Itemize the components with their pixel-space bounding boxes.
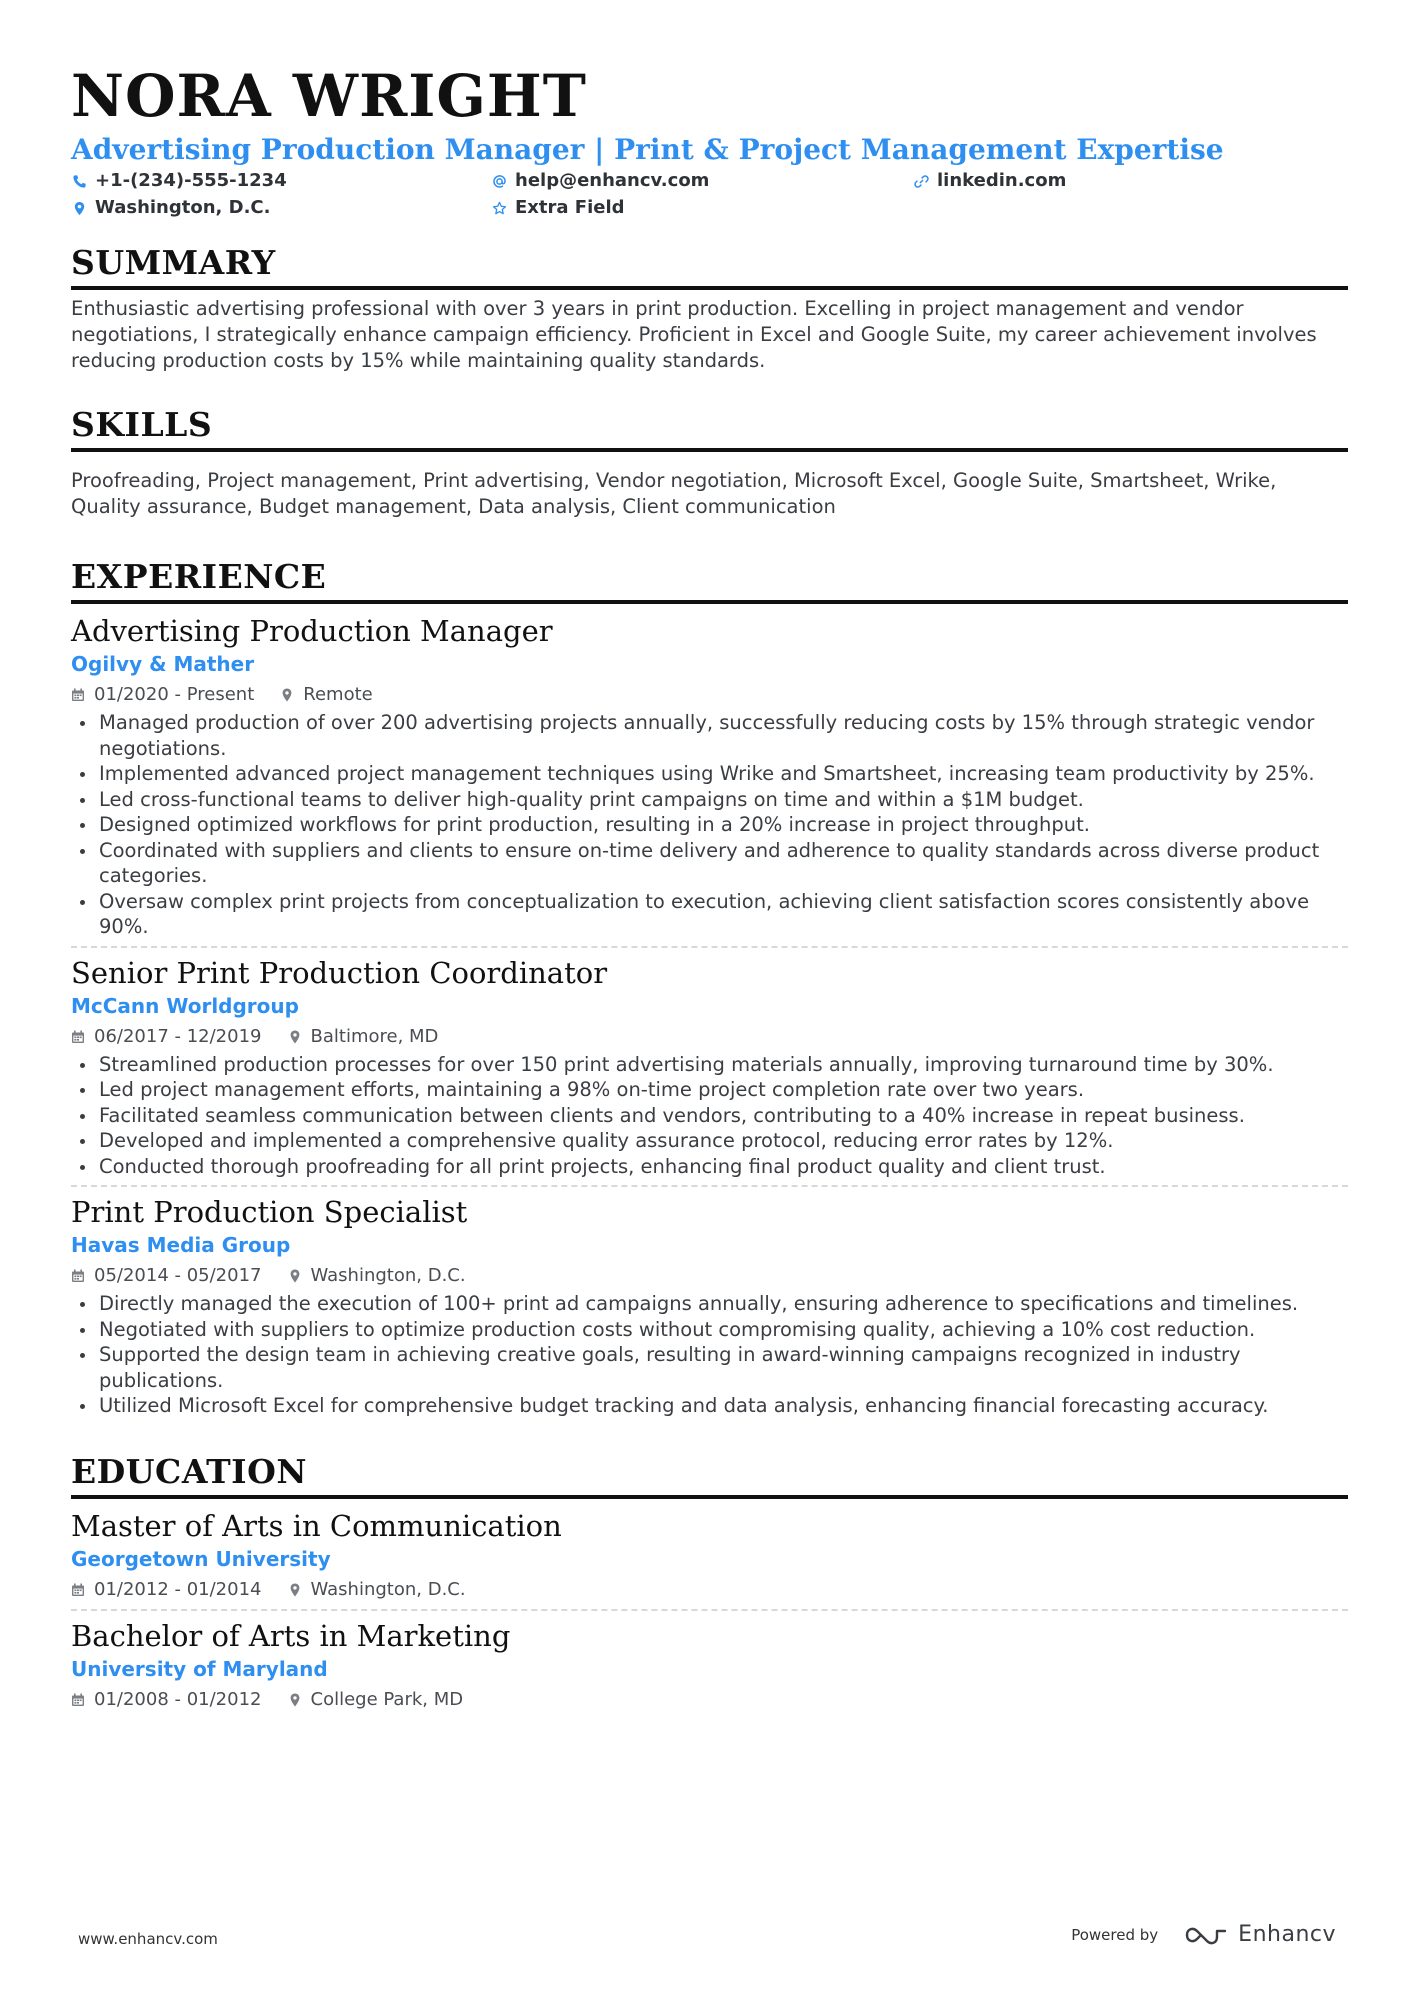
- at-icon: [491, 173, 507, 189]
- education-section: [71, 1451, 1348, 1713]
- location-pin-icon: [288, 1269, 302, 1283]
- list-item: Led cross-functional teams to deliver high-quality print campaigns on time and within a $1M budget.: [71, 787, 1348, 813]
- job-title: Advertising Production Manager: [71, 614, 553, 648]
- education-location: Washington, D.C.: [310, 1578, 466, 1600]
- location-text: Washington, D.C.: [95, 197, 271, 218]
- job-location: Washington, D.C.: [310, 1265, 466, 1286]
- phone-text: +1-(234)-555-1234: [95, 170, 287, 191]
- contact-info: [71, 168, 1348, 224]
- calendar-icon: [71, 1030, 85, 1044]
- school-name: University of Maryland: [71, 1656, 328, 1681]
- list-item: Coordinated with suppliers and clients to ensure on-time delivery and adherence to quality standards across diverse product categories.: [71, 838, 1348, 889]
- list-item: Supported the design team in achieving creative goals, resulting in award-winning campaigns recognized in industry publications.: [71, 1342, 1348, 1393]
- education-location: College Park, MD: [310, 1688, 464, 1710]
- experience-entry: [71, 612, 1348, 940]
- company-name: McCann Worldgroup: [71, 993, 299, 1018]
- calendar-icon: [71, 688, 85, 702]
- degree-title: Bachelor of Arts in Marketing: [71, 1618, 511, 1653]
- job-dates: 06/2017 - 12/2019: [94, 1025, 262, 1047]
- job-meta: [71, 682, 1348, 708]
- candidate-name: NORA WRIGHT: [71, 62, 587, 130]
- education-entry: [71, 1507, 1348, 1603]
- list-item: Utilized Microsoft Excel for comprehensive budget tracking and data analysis, enhancing financial forecasting accuracy.: [71, 1393, 1348, 1419]
- job-location: Baltimore, MD: [310, 1025, 439, 1047]
- job-meta: [71, 1263, 1348, 1289]
- experience-section: [71, 556, 1348, 1419]
- summary-text: Enthusiastic advertising professional with over 3 years in print production. Excelling in project management and vendor negotiations, I strategically enhance campaign efficiency. Proficient in Excel and Google Suite, my career achievement involves reducing production costs by 15% while maintaining quality standards.: [71, 297, 1317, 372]
- job-dates: 01/2020 - Present: [94, 684, 255, 705]
- list-item: Streamlined production processes for over 150 print advertising materials annually, improving turnaround time by 30%.: [71, 1052, 1348, 1078]
- company-name: Ogilvy & Mather: [71, 652, 255, 676]
- link-text: linkedin.com: [937, 170, 1067, 191]
- job-dates: 05/2014 - 05/2017: [94, 1265, 262, 1286]
- education-dates: 01/2012 - 01/2014: [94, 1578, 262, 1600]
- degree-title: Master of Arts in Communication: [71, 1508, 562, 1543]
- candidate-tagline: Advertising Production Manager | Print & Project Management Expertise: [71, 133, 1224, 166]
- experience-entry: [71, 954, 1348, 1180]
- list-item: Implemented advanced project management techniques using Wrike and Smartsheet, increasing team productivity by 25%.: [71, 761, 1348, 787]
- list-item: Developed and implemented a comprehensive quality assurance protocol, reducing error rates by 12%.: [71, 1128, 1348, 1154]
- contact-location: [71, 195, 270, 221]
- entry-divider: [71, 946, 1348, 948]
- school-name: Georgetown University: [71, 1546, 331, 1571]
- list-item: Designed optimized workflows for print production, resulting in a 20% increase in project throughput.: [71, 812, 1348, 838]
- job-bullets: [71, 710, 1348, 940]
- list-item: Managed production of over 200 advertising projects annually, successfully reducing costs by 15% through strategic vendor negotiations.: [71, 710, 1348, 761]
- job-bullets: [71, 1052, 1348, 1180]
- skills-heading: SKILLS: [71, 404, 1348, 452]
- footer-website[interactable]: www.enhancv.com: [78, 1930, 218, 1948]
- skills-text: Proofreading, Project management, Print advertising, Vendor negotiation, Microsoft Excel, Google Suite, Smartsheet, Wrike, Quality assurance, Budget management, Data analysis, Client communication: [71, 469, 1277, 518]
- summary-section: [71, 242, 1348, 374]
- location-pin-icon: [288, 1693, 302, 1707]
- job-location: Remote: [303, 684, 373, 705]
- list-item: Directly managed the execution of 100+ print ad campaigns annually, ensuring adherence to specifications and timelines.: [71, 1291, 1348, 1317]
- education-dates: 01/2008 - 01/2012: [94, 1688, 262, 1710]
- contact-phone[interactable]: [71, 168, 287, 194]
- extra-text: Extra Field: [515, 197, 625, 218]
- powered-by-text: Powered by: [1071, 1925, 1159, 1944]
- calendar-icon: [71, 1269, 85, 1283]
- education-heading: EDUCATION: [71, 1451, 1348, 1499]
- location-pin-icon: [280, 688, 294, 702]
- location-pin-icon: [288, 1030, 302, 1044]
- summary-heading: SUMMARY: [71, 242, 1348, 290]
- experience-heading: EXPERIENCE: [71, 556, 1348, 604]
- list-item: Oversaw complex print projects from conceptualization to execution, achieving client satisfaction scores consistently above 90%.: [71, 889, 1348, 940]
- footer-branding: [1071, 1922, 1336, 1947]
- entry-divider: [71, 1185, 1348, 1187]
- list-item: Conducted thorough proofreading for all print projects, enhancing final product quality and client trust.: [71, 1154, 1348, 1180]
- calendar-icon: [71, 1693, 85, 1707]
- job-title: Senior Print Production Coordinator: [71, 955, 608, 990]
- enhancv-logo-icon: [1184, 1923, 1230, 1947]
- contact-email[interactable]: [491, 168, 709, 194]
- brand-name[interactable]: Enhancv: [1238, 1922, 1336, 1947]
- location-pin-icon: [71, 200, 87, 216]
- job-meta: [71, 1024, 1348, 1050]
- entry-divider: [71, 1609, 1348, 1611]
- education-entry: [71, 1617, 1348, 1713]
- list-item: Negotiated with suppliers to optimize production costs without compromising quality, achieving a 10% cost reduction.: [71, 1317, 1348, 1343]
- star-icon: [491, 200, 507, 216]
- experience-entry: [71, 1193, 1348, 1419]
- list-item: Led project management efforts, maintaining a 98% on-time project completion rate over two years.: [71, 1077, 1348, 1103]
- company-name: Havas Media Group: [71, 1233, 291, 1257]
- link-icon: [913, 173, 929, 189]
- calendar-icon: [71, 1583, 85, 1597]
- location-pin-icon: [288, 1583, 302, 1597]
- email-text: help@enhancv.com: [515, 170, 710, 191]
- education-meta: [71, 1577, 1348, 1603]
- job-title: Print Production Specialist: [71, 1195, 468, 1229]
- contact-extra: [491, 195, 625, 221]
- resume-page: [71, 60, 1348, 1713]
- job-bullets: [71, 1291, 1348, 1419]
- phone-icon: [71, 173, 87, 189]
- list-item: Facilitated seamless communication between clients and vendors, contributing to a 40% increase in repeat business.: [71, 1103, 1348, 1129]
- education-meta: [71, 1687, 1348, 1713]
- contact-link[interactable]: [913, 168, 1066, 194]
- skills-section: [71, 404, 1348, 520]
